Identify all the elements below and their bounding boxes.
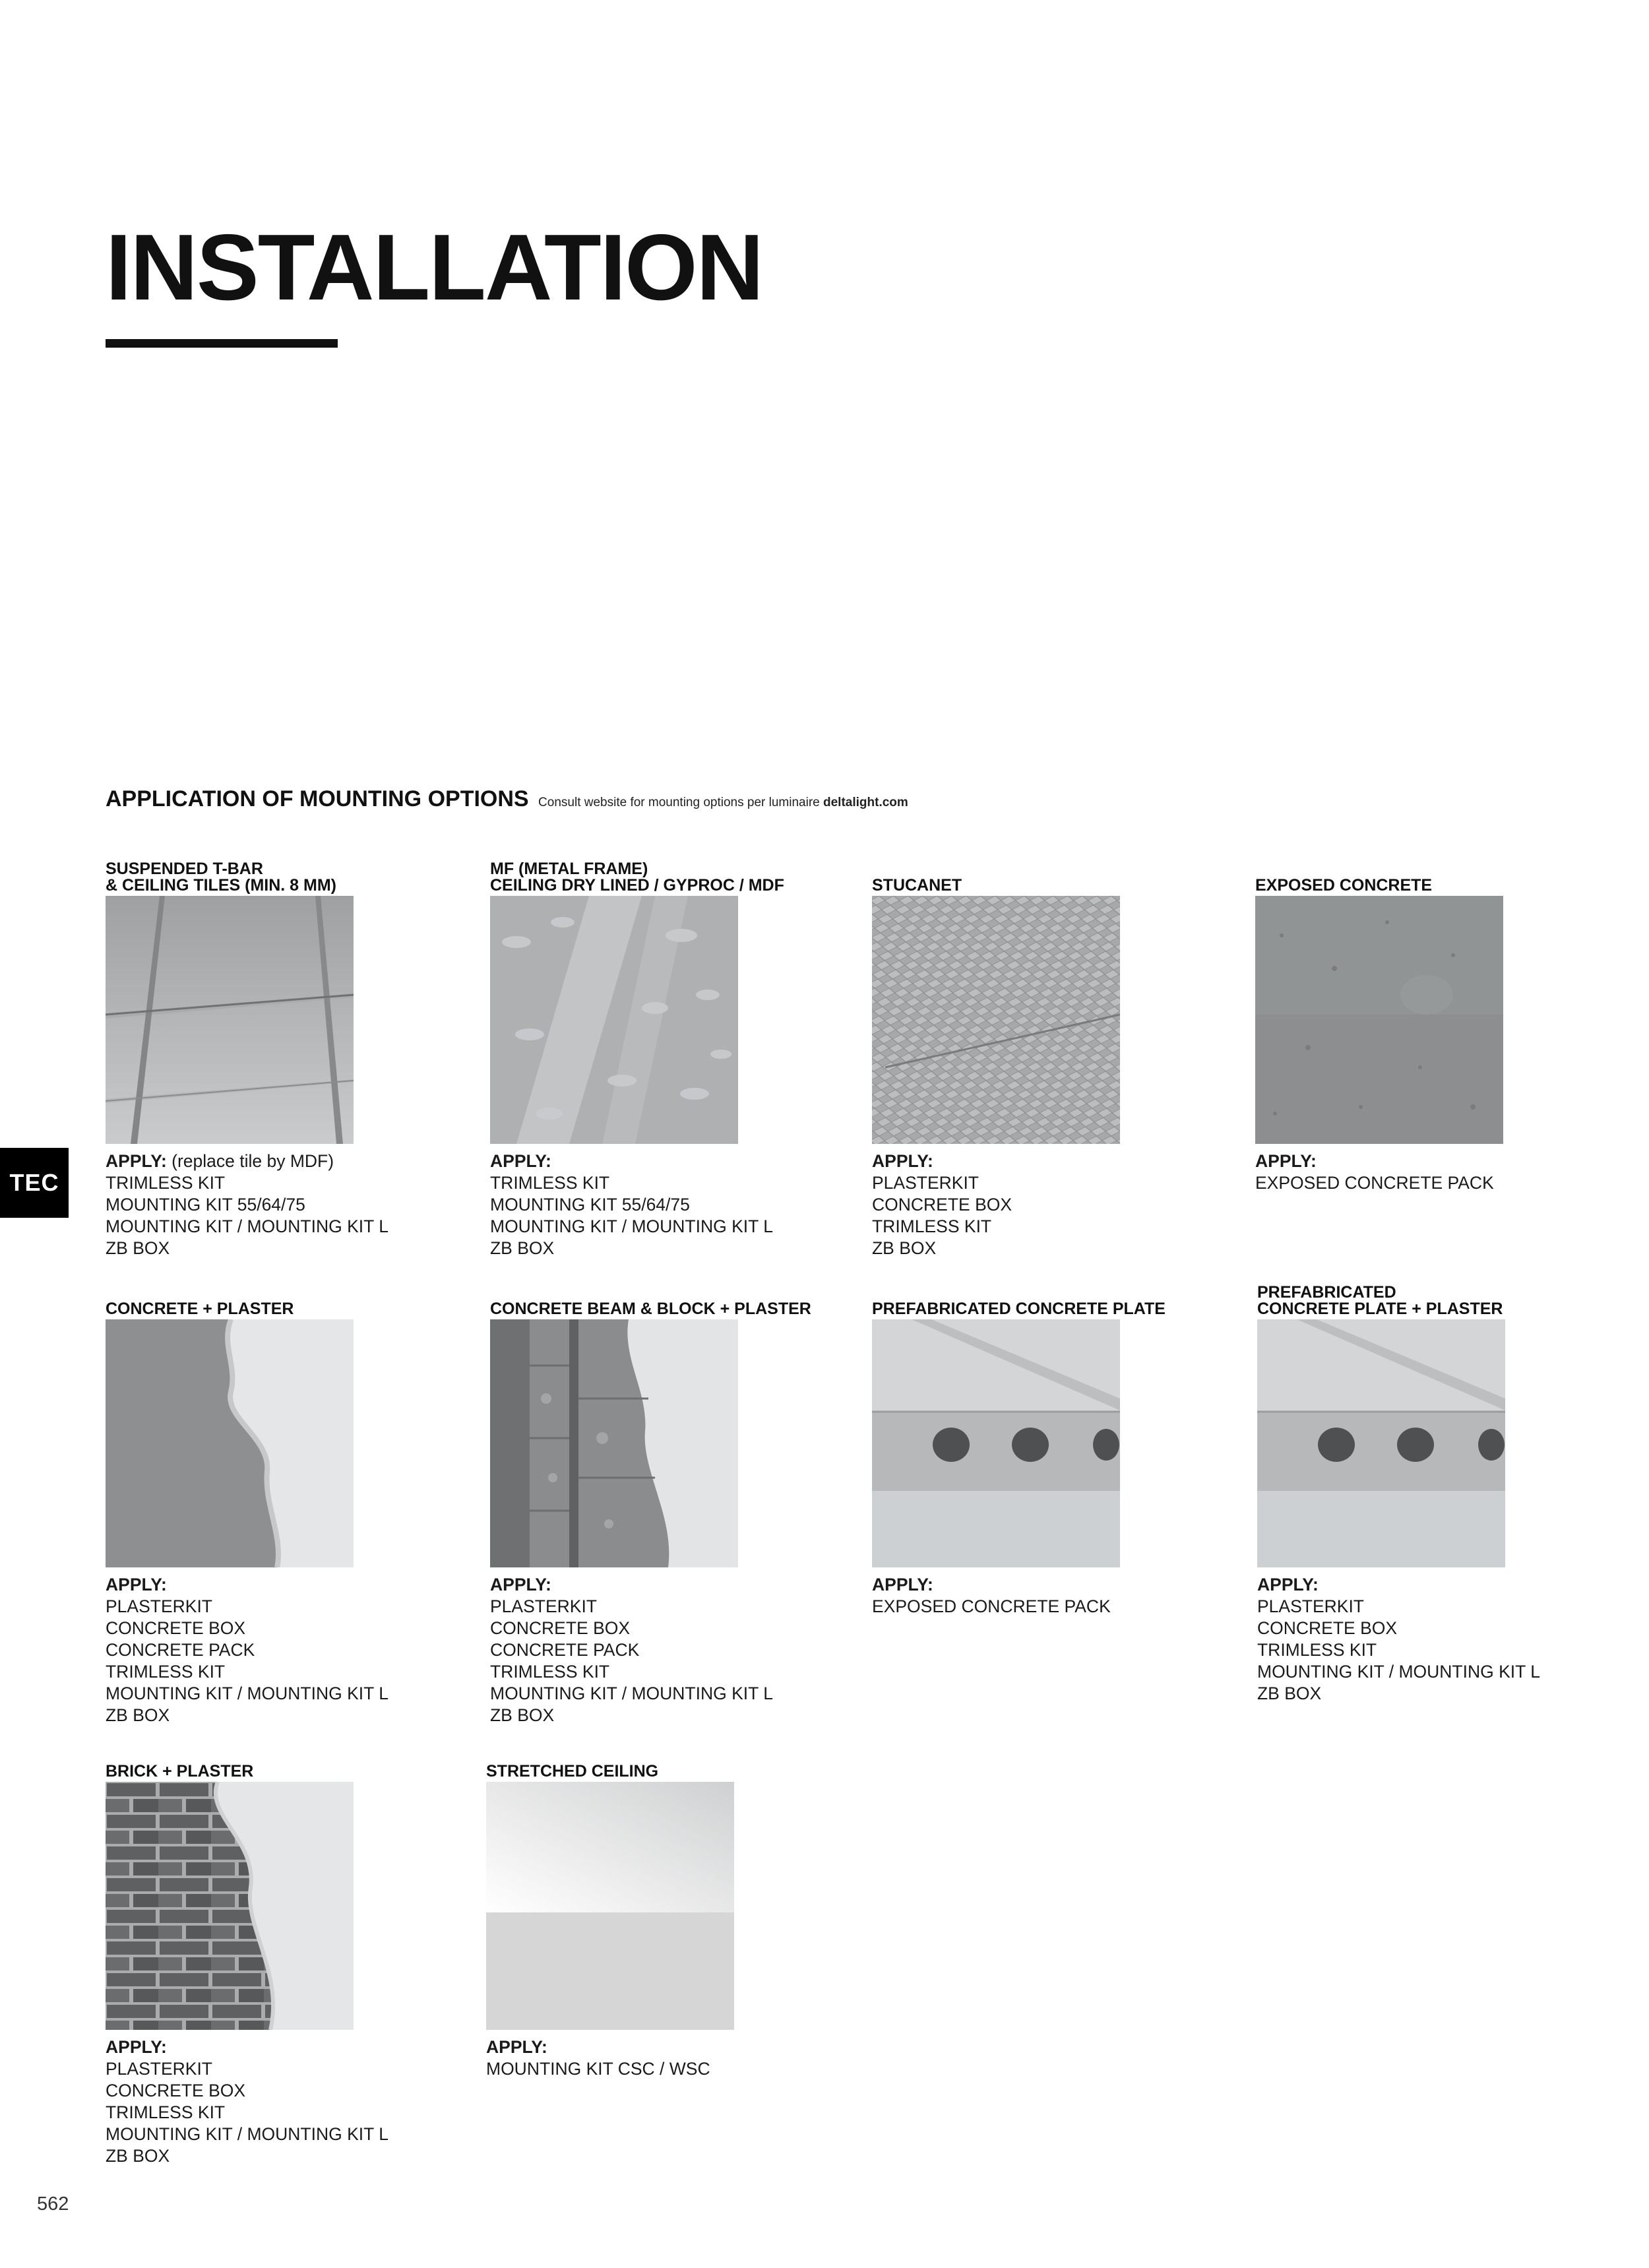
apply-item: MOUNTING KIT / MOUNTING KIT L	[490, 1684, 773, 1703]
apply-block: APPLY: TRIMLESS KIT MOUNTING KIT 55/64/75 MOUNTING KIT / MOUNTING KIT L ZB BOX	[490, 1150, 859, 1259]
apply-item: TRIMLESS KIT	[490, 1173, 610, 1193]
metal-frame-ceiling-photo	[490, 896, 738, 1144]
card-title: STRETCHED CEILING	[486, 1762, 659, 1781]
option-card	[106, 1281, 475, 1726]
apply-block: APPLY: MOUNTING KIT CSC / WSC	[486, 2036, 856, 2080]
card-title: STUCANET	[872, 876, 962, 895]
apply-item: CONCRETE BOX	[1257, 1618, 1398, 1638]
apply-block: APPLY: PLASTERKIT CONCRETE BOX CONCRETE PACK TRIMLESS KIT MOUNTING KIT / MOUNTING KIT L ZB BOX	[106, 1574, 475, 1726]
apply-item: MOUNTING KIT / MOUNTING KIT L	[106, 2124, 389, 2144]
apply-item: TRIMLESS KIT	[106, 1173, 226, 1193]
apply-item: PLASTERKIT	[106, 2059, 212, 2079]
section-heading	[106, 786, 908, 812]
apply-item: MOUNTING KIT / MOUNTING KIT L	[490, 1216, 773, 1236]
apply-item: CONCRETE BOX	[490, 1618, 631, 1638]
apply-item: PLASTERKIT	[490, 1596, 597, 1616]
apply-item: MOUNTING KIT / MOUNTING KIT L	[1257, 1662, 1540, 1682]
apply-item: EXPOSED CONCRETE PACK	[1255, 1173, 1494, 1193]
brick-plaster-photo	[106, 1782, 354, 2030]
apply-item: PLASTERKIT	[872, 1173, 979, 1193]
title-underline	[106, 339, 338, 348]
website-link[interactable]: deltalight.com	[823, 796, 908, 809]
apply-item: ZB BOX	[106, 1705, 170, 1725]
apply-block: APPLY: EXPOSED CONCRETE PACK	[872, 1574, 1241, 1618]
stretched-ceiling-photo	[486, 1782, 734, 2030]
page-title: INSTALLATION	[106, 215, 763, 320]
apply-block: APPLY: (replace tile by MDF) TRIMLESS KIT MOUNTING KIT 55/64/75 MOUNTING KIT / MOUNTING KIT L ZB BOX	[106, 1150, 475, 1259]
apply-item: CONCRETE BOX	[106, 2081, 246, 2100]
prefab-plate-plaster-photo	[1257, 1319, 1505, 1567]
option-card	[872, 1281, 1241, 1618]
apply-item: TRIMLESS KIT	[490, 1662, 610, 1682]
option-card	[1257, 1281, 1627, 1705]
card-title: EXPOSED CONCRETE	[1255, 876, 1433, 895]
apply-item: ZB BOX	[490, 1238, 555, 1258]
apply-item: MOUNTING KIT / MOUNTING KIT L	[106, 1684, 389, 1703]
prefab-plate-photo	[872, 1319, 1120, 1567]
page-number: 562	[37, 2193, 69, 2215]
option-card	[106, 1744, 475, 2167]
tbar-ceiling-photo	[106, 896, 354, 1144]
apply-item: TRIMLESS KIT	[106, 1662, 226, 1682]
option-card	[490, 858, 859, 1259]
apply-block: APPLY: PLASTERKIT CONCRETE BOX TRIMLESS KIT MOUNTING KIT / MOUNTING KIT L ZB BOX	[106, 2036, 475, 2167]
apply-item: TRIMLESS KIT	[872, 1216, 992, 1236]
card-title: PREFABRICATED CONCRETE PLATE	[872, 1300, 1166, 1319]
card-title: CONCRETE BEAM & BLOCK + PLASTER	[490, 1300, 811, 1319]
apply-item: CONCRETE PACK	[490, 1640, 640, 1660]
option-card	[1255, 858, 1625, 1194]
card-title: BRICK + PLASTER	[106, 1762, 254, 1781]
apply-item: CONCRETE BOX	[872, 1195, 1012, 1214]
apply-note: (replace tile by MDF)	[171, 1151, 334, 1171]
card-title: CONCRETE + PLASTER	[106, 1300, 294, 1319]
apply-item: TRIMLESS KIT	[106, 2102, 226, 2122]
apply-item: PLASTERKIT	[106, 1596, 212, 1616]
card-title: MF (METAL FRAME) CEILING DRY LINED / GYPROC / MDF	[490, 859, 784, 895]
apply-item: ZB BOX	[106, 2146, 170, 2166]
card-title: SUSPENDED T-BAR & CEILING TILES (MIN. 8 MM)	[106, 859, 336, 895]
beam-block-plaster-photo	[490, 1319, 738, 1567]
apply-item: EXPOSED CONCRETE PACK	[872, 1596, 1111, 1616]
apply-item: MOUNTING KIT CSC / WSC	[486, 2059, 710, 2079]
apply-item: MOUNTING KIT / MOUNTING KIT L	[106, 1216, 389, 1236]
card-title: PREFABRICATED CONCRETE PLATE + PLASTER	[1257, 1282, 1503, 1319]
apply-item: MOUNTING KIT 55/64/75	[106, 1195, 305, 1214]
stucanet-photo	[872, 896, 1120, 1144]
apply-block: APPLY: PLASTERKIT CONCRETE BOX CONCRETE PACK TRIMLESS KIT MOUNTING KIT / MOUNTING KIT L ZB BOX	[490, 1574, 859, 1726]
exposed-concrete-photo	[1255, 896, 1503, 1144]
apply-item: ZB BOX	[872, 1238, 937, 1258]
apply-item: PLASTERKIT	[1257, 1596, 1364, 1616]
option-card	[486, 1744, 856, 2080]
section-note	[538, 796, 908, 809]
apply-block: APPLY: PLASTERKIT CONCRETE BOX TRIMLESS KIT MOUNTING KIT / MOUNTING KIT L ZB BOX	[1257, 1574, 1627, 1705]
option-card	[872, 858, 1241, 1259]
side-tab: TEC	[0, 1148, 69, 1218]
apply-item: TRIMLESS KIT	[1257, 1640, 1377, 1660]
apply-item: ZB BOX	[490, 1705, 555, 1725]
section-heading-text: APPLICATION OF MOUNTING OPTIONS	[106, 786, 529, 811]
section-note-text: Consult website for mounting options per luminaire	[538, 796, 820, 809]
apply-block: APPLY: PLASTERKIT CONCRETE BOX TRIMLESS KIT ZB BOX	[872, 1150, 1241, 1259]
concrete-plaster-photo	[106, 1319, 354, 1567]
apply-item: CONCRETE PACK	[106, 1640, 255, 1660]
apply-item: MOUNTING KIT 55/64/75	[490, 1195, 690, 1214]
apply-block: APPLY: EXPOSED CONCRETE PACK	[1255, 1150, 1625, 1194]
apply-item: ZB BOX	[106, 1238, 170, 1258]
apply-item: CONCRETE BOX	[106, 1618, 246, 1638]
apply-item: ZB BOX	[1257, 1684, 1322, 1703]
option-card	[106, 858, 475, 1259]
option-card	[490, 1281, 859, 1726]
